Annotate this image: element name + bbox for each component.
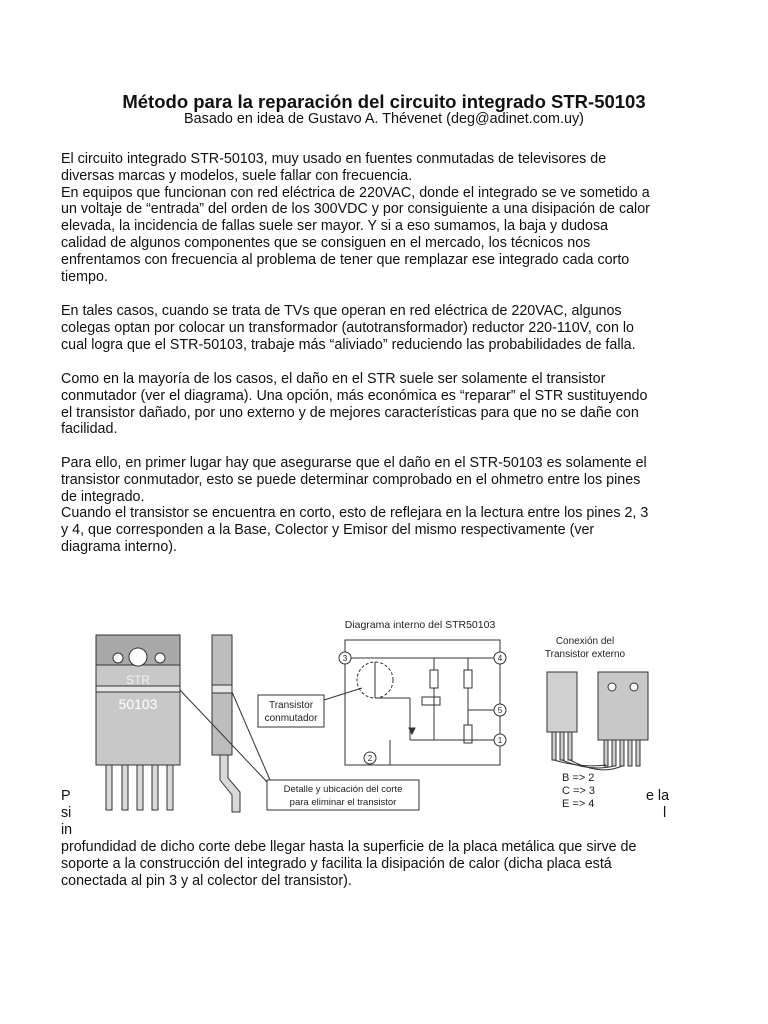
chip-pin: [167, 765, 173, 810]
external-transistor: [547, 672, 648, 770]
paragraph-repair-option: [61, 371, 711, 438]
mapping-line: B => 2: [562, 772, 595, 784]
callout-text: Detalle y ubicación del corte: [283, 784, 403, 795]
chip-model-label: 50103: [118, 696, 158, 712]
callout-text: conmutador: [264, 713, 318, 724]
connection-title: Transistor externo: [544, 649, 626, 660]
chip-side-groove: [212, 685, 232, 693]
mounting-hole-icon: [129, 648, 147, 666]
text-line: elevada, la incidencia de fallas suele ser mayor. Y si a eso sumamos, la baja y dudosa: [61, 218, 609, 235]
resistor-icon: [430, 670, 438, 688]
pin-markers: [339, 652, 506, 764]
chip-pin: [152, 765, 158, 810]
text-line: tiempo.: [61, 268, 108, 285]
text-line: facilidad.: [61, 421, 118, 438]
text-line: diagrama interno).: [61, 538, 178, 555]
mapping-line: C => 3: [562, 785, 596, 797]
chip-pin: [137, 765, 143, 810]
external-chip-pin: [636, 740, 640, 766]
chip-pin: [122, 765, 128, 810]
pin-label: 3: [342, 654, 348, 663]
chip-pins: [106, 765, 173, 810]
external-chip-pin: [628, 740, 632, 766]
text-line: profundidad de dicho corte debe llegar hasta la superficie de la placa metálica que sirve de: [61, 839, 637, 855]
text-line: de integrado.: [61, 488, 145, 505]
mounting-hole-icon: [630, 683, 638, 691]
external-transistor-body: [547, 672, 577, 732]
callout-leader: [324, 688, 362, 700]
text-line: diversas marcas y modelos, suele fallar con frecuencia.: [61, 167, 413, 184]
paragraph-transformer: [61, 303, 711, 353]
pin-mapping: [562, 772, 595, 810]
external-chip-pin: [620, 740, 624, 766]
mounting-hole-icon: [113, 653, 123, 663]
diagram-title: Diagrama interno del STR50103: [344, 619, 496, 631]
chip-front-view: [96, 635, 180, 810]
pin-label: 2: [367, 754, 373, 763]
internal-diagram: [342, 640, 500, 765]
text-line: Cuando el transistor se encuentra en corto, esto de reflejara en la lectura entre los pines 2, 3: [61, 505, 649, 522]
external-chip-pin: [604, 740, 608, 766]
chip-side-body: [212, 635, 232, 755]
document-title: Método para la reparación del circuito integrado STR-50103: [122, 91, 646, 112]
callout-text: Transistor: [268, 700, 314, 711]
paragraph-cut-depth: [61, 839, 711, 889]
external-transistor-pin: [568, 732, 572, 760]
external-chip-body: [598, 672, 648, 740]
pin-label: 5: [497, 706, 503, 715]
callout-transistor: [258, 688, 362, 727]
chip-top-label: STR: [126, 673, 150, 687]
text-fragment: si: [61, 805, 72, 821]
text-fragment: e la: [646, 788, 670, 804]
mounting-hole-icon: [608, 683, 616, 691]
text-line: El circuito integrado STR-50103, muy usado en fuentes conmutadas de televisores de: [61, 151, 607, 167]
text-fragment: l: [663, 805, 667, 821]
text-line: cual logra que el STR-50103, trabaje más “aliviado” reduciendo las probabilidades de falla.: [61, 336, 636, 353]
paragraph-diagnosis: [61, 455, 711, 556]
text-line: el transistor dañado, por uno externo y de mejores características para que no se dañe con: [61, 404, 639, 421]
mounting-hole-icon: [155, 653, 165, 663]
chip-side-view: [212, 635, 240, 812]
callout-text: para eliminar el transistor: [289, 797, 397, 808]
text-line: soporte a la construcción del integrado y facilita la disipación de calor (dicha placa está: [61, 855, 612, 872]
text-line: En tales casos, cuando se trata de TVs que operan en red eléctrica de 220VAC, algunos: [61, 303, 622, 319]
str50103-figure: [60, 600, 700, 820]
text-line: calidad de algunos componentes que se consiguen en el mercado, los técnicos nos: [61, 234, 591, 251]
text-line: un voltaje de “entrada” del orden de los 300VDC y por consiguiente a una disipación de calor: [61, 201, 650, 218]
text-line: transistor conmutador, esto se puede determinar comprobado en el ohmetro entre los pines: [61, 471, 641, 488]
text-fragment: in: [61, 822, 73, 838]
text-line: En equipos que funcionan con red eléctrica de 220VAC, donde el integrado se ve sometido a: [61, 184, 650, 201]
pin-label: 4: [497, 654, 503, 663]
resistor-icon: [464, 670, 472, 688]
mapping-line: E => 4: [562, 798, 595, 810]
text-line: Para ello, en primer lugar hay que asegurarse que el daño en el STR-50103 es solamente el: [61, 455, 647, 471]
pin-label: 1: [497, 736, 503, 745]
external-chip-pin: [612, 740, 616, 766]
resistor-icon: [422, 697, 440, 705]
text-line: enfrentamos con frecuencia al problema de tener que remplazar ese integrado cada corto: [61, 251, 630, 268]
text-line: y 4, que corresponden a la Base, Colector y Emisor del mismo respectivamente (ver: [61, 522, 595, 539]
external-transistor-pin: [552, 732, 556, 760]
text-fragment: P: [61, 788, 71, 804]
external-transistor-pin: [560, 732, 564, 760]
document-subtitle: Basado en idea de Gustavo A. Thévenet (deg@adinet.com.uy): [184, 111, 584, 127]
chip-pin: [106, 765, 112, 810]
text-line: conectada al pin 3 y al colector del transistor).: [61, 872, 352, 889]
text-line: Como en la mayoría de los casos, el daño en el STR suele ser solamente el transistor: [61, 371, 606, 387]
text-line: colegas optan por colocar un transformador (autotransformador) reductor 220-110V, con lo: [61, 319, 634, 336]
chip-side-pin: [220, 755, 240, 812]
connection-title: Conexión del: [555, 636, 615, 647]
text-line: conmutador (ver el diagrama). Una opción, más económica es “reparar” el STR sustituyendo: [61, 387, 648, 404]
paragraph-intro: [61, 151, 711, 285]
